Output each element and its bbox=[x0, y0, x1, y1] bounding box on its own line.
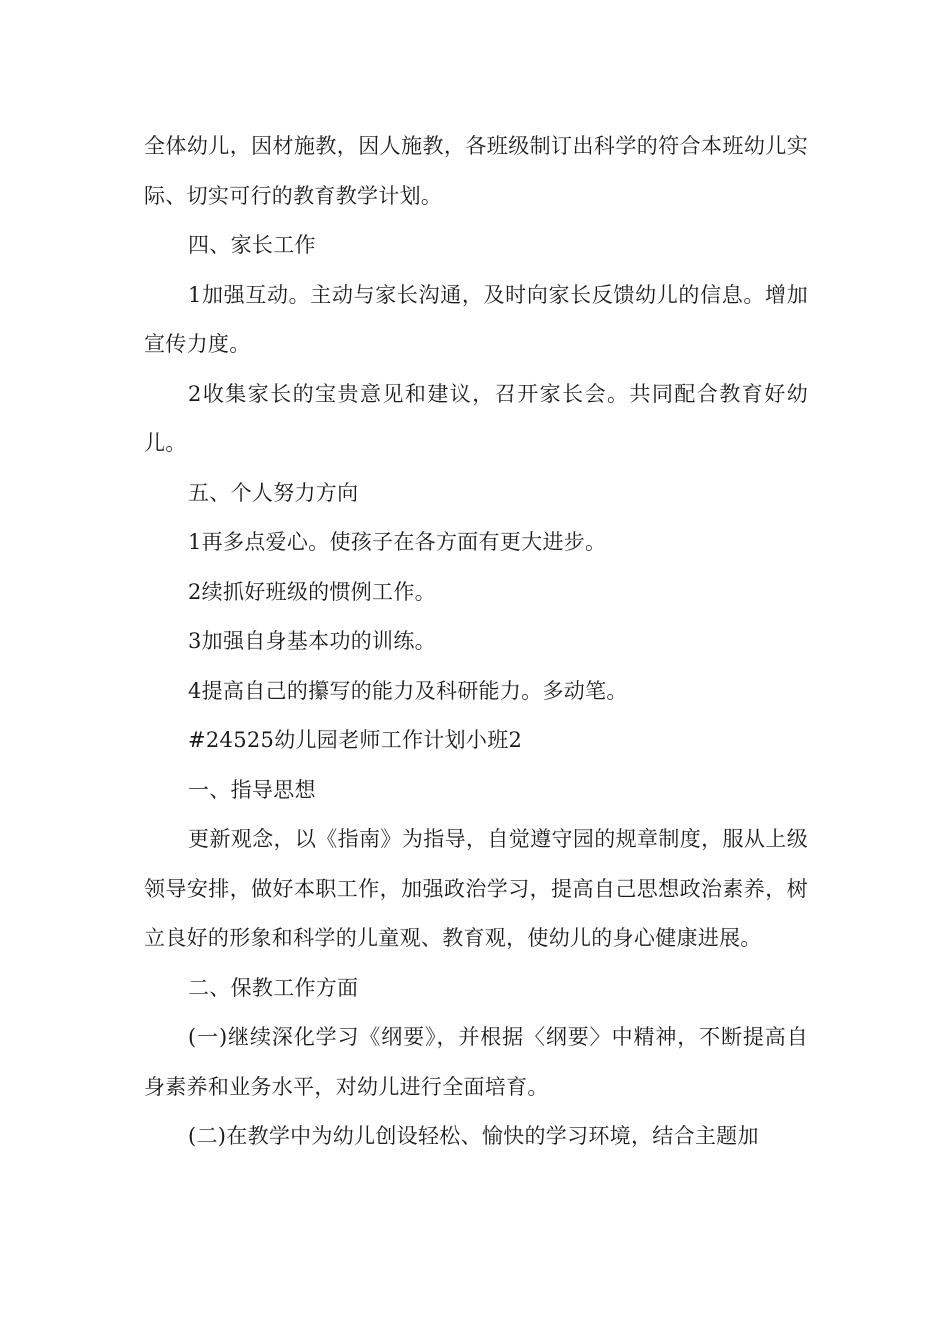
document-title: #24525幼儿园老师工作计划小班2 bbox=[188, 728, 523, 752]
paragraph: (二)在教学中为幼儿创设轻松、愉快的学习环境，结合主题加 bbox=[188, 1124, 759, 1148]
paragraph: 1加强互动。主动与家长沟通，及时向家长反馈幼儿的信息。增加宣传力度。 bbox=[144, 282, 808, 356]
section-heading-care-education: 二、保教工作方面 bbox=[188, 975, 359, 1000]
paragraph: 更新观念，以《指南》为指导，自觉遵守园的规章制度，服从上级领导安排，做好本职工作，加强政治学习，提高自己思想政治素养，树立良好的形象和科学的儿童观、教育观，使幼儿的身心健康进展。 bbox=[144, 827, 808, 950]
list-item: 3加强自身基本功的训练。 bbox=[188, 629, 436, 653]
paragraph: 全体幼儿，因材施教，因人施教，各班级制订出科学的符合本班幼儿实际、切实可行的教育教学计划。 bbox=[144, 134, 808, 208]
section-heading-personal-effort: 五、个人努力方向 bbox=[188, 480, 359, 505]
list-item: 2续抓好班级的惯例工作。 bbox=[188, 579, 436, 604]
paragraph: 2收集家长的宝贵意见和建议，召开家长会。共同配合教育好幼儿。 bbox=[144, 381, 808, 455]
document-body bbox=[144, 122, 808, 1162]
paragraph: (一)继续深化学习《纲要》，并根据〈纲要〉中精神，不断提高自身素养和业务水平，对幼儿进行全面培育。 bbox=[144, 1025, 808, 1099]
list-item: 4提高自己的攥写的能力及科研能力。多动笔。 bbox=[188, 678, 628, 703]
section-heading-guiding-ideology: 一、指导思想 bbox=[188, 777, 316, 802]
list-item: 1再多点爱心。使孩子在各方面有更大进步。 bbox=[188, 530, 607, 554]
section-heading-parent-work: 四、家长工作 bbox=[188, 233, 316, 257]
